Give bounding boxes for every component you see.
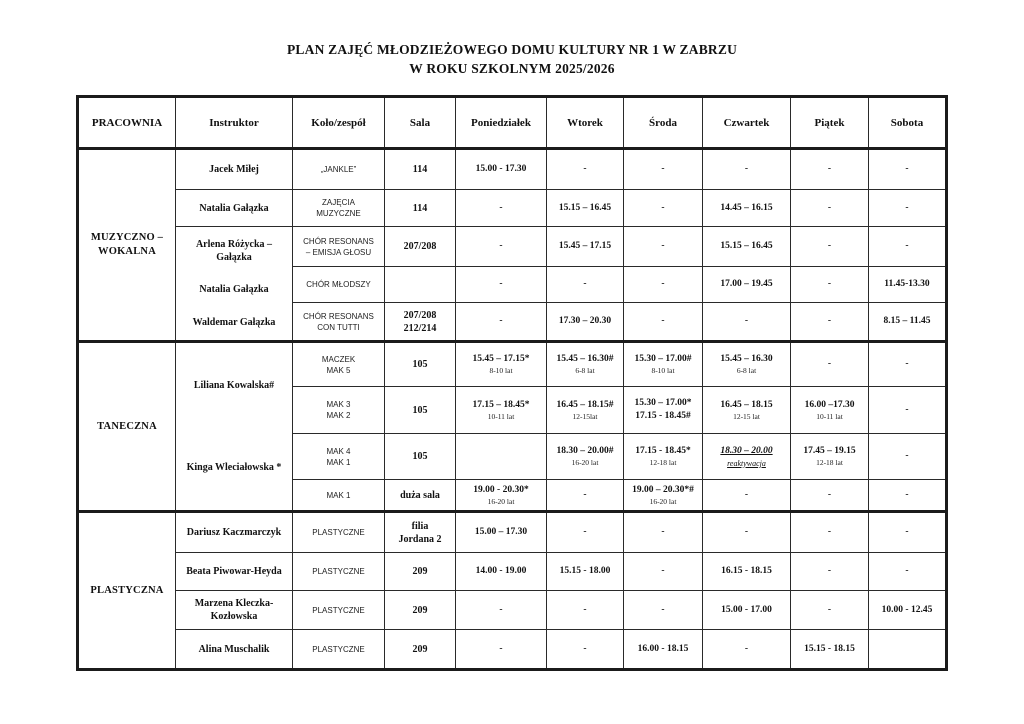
cell-r10-group: PLASTYCZNE — [293, 512, 385, 553]
cell-r1-wt: - — [547, 149, 624, 190]
cell-r7-group — [293, 387, 385, 434]
time-text: 17.45 – 19.15 — [803, 446, 856, 456]
instructor-name — [196, 238, 272, 264]
instructor-name: Kinga Wleciałowska * — [186, 462, 282, 473]
age-label: 16-20 lat — [649, 496, 677, 506]
time-text: 17.15 - 18.45# — [635, 411, 691, 421]
cell-r4-pt: - — [791, 267, 869, 303]
group-line2: MAK 5 — [326, 365, 351, 375]
cell-r11-czw: 16.15 - 18.15 — [703, 553, 791, 591]
cell-r4-room — [385, 267, 456, 303]
section-label-muzyczno-wokalna — [78, 149, 176, 342]
cell-r5-wt: 17.30 – 20.30 — [547, 303, 624, 342]
cell-r6-pt: - — [791, 342, 869, 387]
cell-r13-sob — [869, 630, 947, 670]
group-line1: CHÓR RESONANS — [303, 236, 374, 246]
cell-r3-pon: - — [456, 227, 547, 267]
dance-instructor-list — [178, 345, 290, 509]
cell-r7-sob: - — [869, 387, 947, 434]
time-text: 16.45 – 18.15# — [556, 399, 614, 410]
cell-r7-czw — [703, 387, 791, 434]
age-label: 16-20 lat — [487, 496, 515, 506]
time-text: 17.15 - 18.45* — [635, 446, 691, 456]
cell-r5-sr: - — [624, 303, 703, 342]
cell-r6-sob: - — [869, 342, 947, 387]
cell-r9-pon — [456, 480, 547, 512]
cell-r6-czw — [703, 342, 791, 387]
table-row — [78, 227, 947, 267]
cell-r5-sob: 8.15 – 11.45 — [869, 303, 947, 342]
cell-r12-pt: - — [791, 591, 869, 630]
header-kolo-zespol: Koło/zespół — [293, 97, 385, 149]
cell-r11-room: 209 — [385, 553, 456, 591]
cell-r1-czw: - — [703, 149, 791, 190]
title-line1: PLAN ZAJĘĆ MŁODZIEŻOWEGO DOMU KULTURY NR 1 W ZABRZU — [286, 42, 738, 57]
cell-r8-czw — [703, 434, 791, 480]
cell-r6-group — [293, 342, 385, 387]
header-row — [78, 97, 947, 149]
cell-r4-group: CHÓR MŁODSZY — [293, 267, 385, 303]
header-piatek: Piątek — [791, 97, 869, 149]
cell-r6-room: 105 — [385, 342, 456, 387]
cell-r4-sr: - — [624, 267, 703, 303]
title-line2: W ROKU SZKOLNYM 2025/2026 — [409, 61, 615, 76]
group-line2: – EMISJA GŁOSU — [305, 247, 372, 257]
time-text: 16.45 – 18.15 — [720, 399, 773, 410]
table-row — [78, 342, 947, 387]
age-label: 6-8 lat — [575, 366, 595, 375]
cell-r5-pt: - — [791, 303, 869, 342]
cell-r3-pt: - — [791, 227, 869, 267]
cell-r8-pt — [791, 434, 869, 480]
age-label: 12-15 lat — [733, 411, 760, 421]
cell-r1-group: „JANKLE” — [293, 149, 385, 190]
room-line1: 207/208 — [403, 309, 437, 321]
choir-instructor-list — [178, 229, 290, 339]
cell-r9-group: MAK 1 — [293, 480, 385, 512]
time-text: 16.00 –17.30 — [804, 399, 855, 410]
time-text: 19.00 – 20.30*# — [632, 484, 694, 495]
schedule-table — [76, 95, 948, 671]
section-label-line2: WOKALNA — [98, 246, 156, 257]
group-line1: MACZEK — [321, 354, 356, 364]
cell-r9-czw: - — [703, 480, 791, 512]
cell-r7-sr — [624, 387, 703, 434]
cell-r4-pon: - — [456, 267, 547, 303]
group-line2: MUZYCZNE — [316, 209, 361, 218]
instructor-name-line2: Kozłowska — [210, 611, 258, 622]
cell-choir-instructors — [176, 227, 293, 342]
cell-r3-sr: - — [624, 227, 703, 267]
cell-r12-sr: - — [624, 591, 703, 630]
instructor-name-line1: Arlena Różycka – — [195, 239, 273, 251]
note-reaktywacja: reaktywacja — [727, 458, 766, 468]
cell-r12-group: PLASTYCZNE — [293, 591, 385, 630]
group-line2: MAK 1 — [326, 457, 351, 467]
cell-r11-sob: - — [869, 553, 947, 591]
table-row — [78, 553, 947, 591]
cell-r9-wt: - — [547, 480, 624, 512]
cell-r7-pon — [456, 387, 547, 434]
cell-r10-sr: - — [624, 512, 703, 553]
cell-r3-czw: 15.15 – 16.45 — [703, 227, 791, 267]
header-czwartek: Czwartek — [703, 97, 791, 149]
header-instruktor: Instruktor — [176, 97, 293, 149]
group-line1: MAK 3 — [326, 400, 351, 409]
age-label: 8-10 lat — [651, 366, 675, 375]
cell-r11-pt: - — [791, 553, 869, 591]
header-sroda: Środa — [624, 97, 703, 149]
cell-r7-room: 105 — [385, 387, 456, 434]
cell-r7-wt — [547, 387, 624, 434]
cell-r5-czw: - — [703, 303, 791, 342]
cell-r2-group — [293, 190, 385, 227]
time-text-underlined: 18.30 – 20.00 — [720, 445, 773, 456]
time-text: 15.45 – 16.30# — [556, 354, 614, 364]
instructor-name: Liliana Kowalska# — [193, 380, 275, 391]
header-poniedzialek: Poniedziałek — [456, 97, 547, 149]
time-text: 15.30 – 17.00* — [634, 398, 692, 408]
cell-r10-pt: - — [791, 512, 869, 553]
cell-r10-czw: - — [703, 512, 791, 553]
cell-r11-sr: - — [624, 553, 703, 591]
cell-r7-pt — [791, 387, 869, 434]
header-pracownia: PRACOWNIA — [78, 97, 176, 149]
age-label: 10-11 lat — [487, 411, 515, 421]
cell-r2-pt: - — [791, 190, 869, 227]
instructor-name: Natalia Gałązka — [199, 284, 269, 296]
cell-r8-pon — [456, 434, 547, 480]
cell-r11-wt: 15.15 - 18.00 — [547, 553, 624, 591]
age-label: 12-15lat — [572, 411, 598, 421]
cell-r1-pt: - — [791, 149, 869, 190]
cell-dance-instructors — [176, 342, 293, 512]
cell-r10-wt: - — [547, 512, 624, 553]
table-row — [78, 512, 947, 553]
cell-r13-group: PLASTYCZNE — [293, 630, 385, 670]
table-row — [78, 190, 947, 227]
table-row — [78, 591, 947, 630]
cell-r11-instructor: Beata Piwowar-Heyda — [176, 553, 293, 591]
cell-r11-pon: 14.00 - 19.00 — [456, 553, 547, 591]
cell-r2-sob: - — [869, 190, 947, 227]
time-text: 19.00 - 20.30* — [473, 484, 529, 495]
cell-r13-pt: 15.15 - 18.15 — [791, 630, 869, 670]
cell-r3-room: 207/208 — [385, 227, 456, 267]
cell-r11-group: PLASTYCZNE — [293, 553, 385, 591]
room-line1: filia — [411, 520, 429, 532]
cell-r8-group — [293, 434, 385, 480]
cell-r3-sob: - — [869, 227, 947, 267]
cell-r2-instructor: Natalia Gałązka — [176, 190, 293, 227]
time-text: 15.30 – 17.00# — [634, 354, 692, 364]
cell-r4-sob: 11.45-13.30 — [869, 267, 947, 303]
cell-r8-wt — [547, 434, 624, 480]
cell-r10-room — [385, 512, 456, 553]
cell-r6-sr — [624, 342, 703, 387]
cell-r8-room: 105 — [385, 434, 456, 480]
time-text: 18.30 – 20.00# — [556, 446, 614, 456]
cell-r10-sob: - — [869, 512, 947, 553]
cell-r10-instructor: Dariusz Kaczmarczyk — [176, 512, 293, 553]
cell-r2-wt: 15.15 – 16.45 — [547, 190, 624, 227]
cell-r3-wt: 15.45 – 17.15 — [547, 227, 624, 267]
group-line1: CHÓR RESONANS — [303, 311, 374, 321]
table-row — [78, 149, 947, 190]
cell-r1-sr: - — [624, 149, 703, 190]
cell-r3-group — [293, 227, 385, 267]
cell-r1-sob: - — [869, 149, 947, 190]
cell-r13-room: 209 — [385, 630, 456, 670]
cell-r5-room — [385, 303, 456, 342]
cell-r10-pon: 15.00 – 17.30 — [456, 512, 547, 553]
cell-r13-instructor: Alina Muschalik — [176, 630, 293, 670]
age-label: 12-18 lat — [649, 458, 677, 467]
cell-r12-czw: 15.00 - 17.00 — [703, 591, 791, 630]
cell-r1-instructor: Jacek Miłej — [176, 149, 293, 190]
cell-r12-instructor — [176, 591, 293, 630]
cell-r13-czw: - — [703, 630, 791, 670]
section-label-plastyczna: PLASTYCZNA — [78, 512, 176, 670]
cell-r5-group — [293, 303, 385, 342]
cell-r1-room: 114 — [385, 149, 456, 190]
cell-r8-sob: - — [869, 434, 947, 480]
group-line2: MAK 2 — [326, 411, 351, 420]
instructor-name-line1: Marzena Kleczka- — [194, 598, 274, 609]
age-label: 10-11 lat — [816, 411, 843, 421]
document-title — [0, 40, 1024, 78]
cell-r4-czw: 17.00 – 19.45 — [703, 267, 791, 303]
cell-r9-sob: - — [869, 480, 947, 512]
age-label: 16-20 lat — [571, 458, 599, 467]
cell-r8-sr — [624, 434, 703, 480]
cell-r13-sr: 16.00 - 18.15 — [624, 630, 703, 670]
header-sala: Sala — [385, 97, 456, 149]
cell-r1-pon: 15.00 - 17.30 — [456, 149, 547, 190]
cell-r12-room: 209 — [385, 591, 456, 630]
group-line2: CON TUTTI — [317, 322, 360, 332]
time-text: 17.15 – 18.45* — [472, 399, 530, 410]
time-text: 15.45 – 16.30 — [720, 354, 773, 364]
cell-r13-wt: - — [547, 630, 624, 670]
cell-r2-room: 114 — [385, 190, 456, 227]
cell-r2-sr: - — [624, 190, 703, 227]
time-text: 15.45 – 17.15* — [472, 354, 530, 364]
cell-r2-czw: 14.45 – 16.15 — [703, 190, 791, 227]
cell-r12-sob: 10.00 - 12.45 — [869, 591, 947, 630]
instructor-name-line2: Gałązka — [216, 252, 252, 264]
section-label-taneczna: TANECZNA — [78, 342, 176, 512]
room-line2: Jordana 2 — [398, 533, 442, 545]
age-label: 6-8 lat — [736, 366, 757, 375]
cell-r2-pon: - — [456, 190, 547, 227]
instructor-name: Waldemar Gałązka — [192, 316, 276, 328]
cell-r9-room: duża sala — [385, 480, 456, 512]
header-sobota: Sobota — [869, 97, 947, 149]
cell-r5-pon: - — [456, 303, 547, 342]
cell-r13-pon: - — [456, 630, 547, 670]
room-line2: 212/214 — [403, 322, 437, 334]
age-label: 8-10 lat — [489, 366, 513, 375]
section-label-line1: MUZYCZNO – — [90, 232, 164, 243]
cell-r9-pt: - — [791, 480, 869, 512]
cell-r12-pon: - — [456, 591, 547, 630]
age-label: 12-18 lat — [816, 458, 843, 467]
table-row — [78, 630, 947, 670]
group-line1: ZAJĘCIA — [322, 198, 355, 207]
cell-r6-pon — [456, 342, 547, 387]
cell-r9-sr — [624, 480, 703, 512]
group-line1: MAK 4 — [326, 446, 351, 456]
header-wtorek: Wtorek — [547, 97, 624, 149]
cell-r6-wt — [547, 342, 624, 387]
cell-r12-wt: - — [547, 591, 624, 630]
cell-r4-wt: - — [547, 267, 624, 303]
